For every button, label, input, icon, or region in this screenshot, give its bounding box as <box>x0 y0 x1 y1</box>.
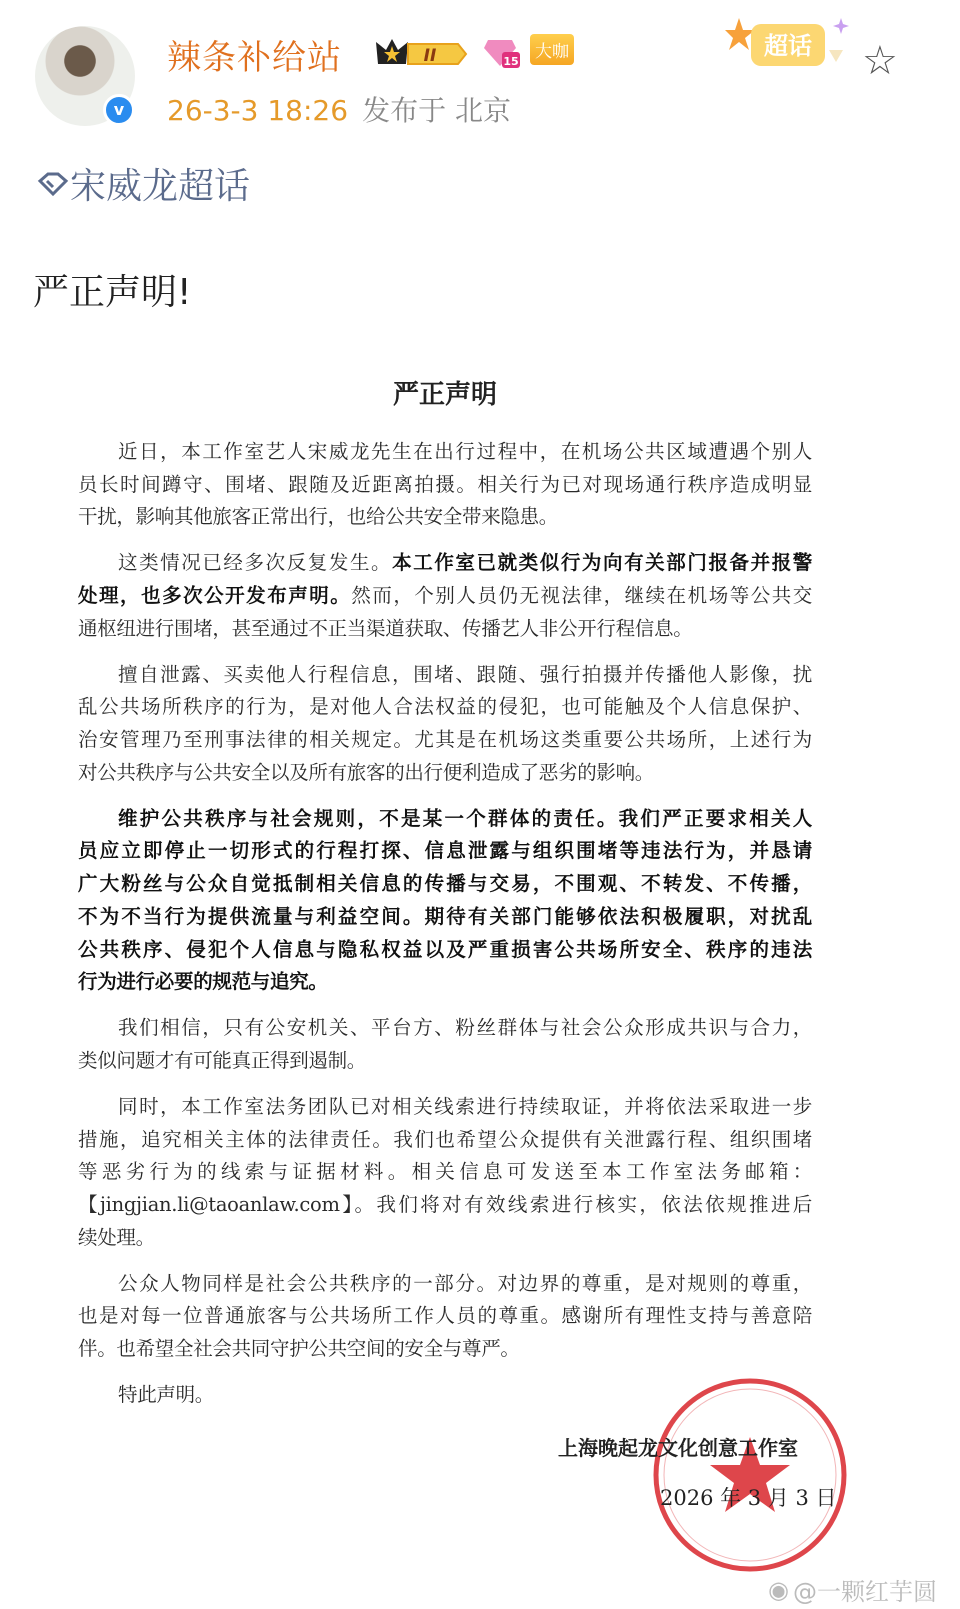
document-line <box>78 1045 812 1078</box>
document-line <box>78 1333 812 1366</box>
post-date: 26-3-3 18:26 <box>167 94 349 127</box>
text-segment: 【jingjian.li@taoanlaw.com】。我们将对有效线索进行核实，依法依规推进后 <box>78 1192 812 1216</box>
bold-text: 维护公共秩序与社会规则，不是某一个群体的责任。我们严正要求相关人 <box>118 806 812 830</box>
text-segment: 治安管理乃至刑事法律的相关规定。尤其是在机场这类重要公共场所，上述行为 <box>78 728 812 752</box>
fan-level-text: 15 <box>503 55 519 68</box>
document-line <box>78 659 812 692</box>
document-line <box>78 1189 812 1222</box>
text-segment: 也是对每一位普通旅客与公共场所工作人员的尊重。感谢所有理性支持与善意陪 <box>78 1304 812 1328</box>
document-line <box>78 868 812 901</box>
document-line <box>78 1222 812 1255</box>
author-name[interactable]: 辣条补给站 <box>167 38 342 78</box>
document-paragraph <box>78 1268 812 1366</box>
text-segment: 措施，追究相关主体的法律责任。我们也希望公众提供有关泄露行程、组织围堵 <box>78 1127 812 1151</box>
verified-icon: v <box>103 94 135 126</box>
document-line <box>78 724 812 757</box>
document-line <box>78 1156 812 1189</box>
text-segment: 等恶劣行为的线索与证据材料。相关信息可发送至本工作室法务邮箱： <box>78 1160 812 1184</box>
document-paragraph <box>78 1012 812 1077</box>
document-line <box>78 757 812 790</box>
text-segment: 同时，本工作室法务团队已对相关线索进行持续取证，并将依法采取进一步 <box>118 1094 812 1118</box>
post-meta <box>167 89 511 129</box>
text-segment: 近日，本工作室艺人宋威龙先生在出行过程中，在机场公共区域遭遇个别人 <box>118 440 812 463</box>
topic-name: 宋威龙超话 <box>70 166 251 207</box>
bold-text: 广大粉丝与公众自觉抵制相关信息的传播与交易，不围观、不转发、不传播， <box>78 872 812 896</box>
text-segment: 员长时间蹲守、围堵、跟随及近距离拍摄。相关行为已对现场通行秩序造成明显 <box>78 472 812 496</box>
document-line <box>78 1268 812 1301</box>
post-text: 严正声明! <box>33 272 192 313</box>
document-paragraph <box>78 1091 812 1254</box>
document-line <box>78 580 812 613</box>
document-paragraph <box>78 547 812 645</box>
text-segment: 续处理。 <box>78 1225 155 1249</box>
document-line <box>78 966 812 999</box>
document-line <box>78 803 812 836</box>
favorite-star-icon[interactable]: ☆ <box>862 38 898 84</box>
super-topic-diamond-icon <box>36 171 70 197</box>
document-line <box>78 835 812 868</box>
document-title: 严正声明 <box>392 380 497 410</box>
text-segment: 对公共秩序与公共安全以及所有旅客的出行便利造成了恶劣的影响。 <box>78 760 655 784</box>
document-paragraph <box>78 436 812 534</box>
text-segment: 然而，个别人员仍无视法律，继续在机场等公共交 <box>351 584 812 608</box>
vip-badge: 大咖 <box>530 34 574 65</box>
topic-link[interactable] <box>36 158 250 209</box>
bold-text: 员应立即停止一切形式的行程打探、信息泄露与组织围堵等违法行为，并恳请 <box>78 839 812 863</box>
text-segment: 特此声明。 <box>118 1382 215 1406</box>
document-line <box>78 547 812 580</box>
text-segment: 擅自泄露、买卖他人行程信息，围堵、跟随、强行拍摄并传播他人影像，扰 <box>118 662 812 686</box>
bold-text: 行为进行必要的规范与追究。 <box>78 970 328 994</box>
weibo-watermark <box>768 1572 937 1607</box>
document-date: 2026 年 3 月 3 日 <box>660 1486 837 1510</box>
text-segment: 干扰，影响其他旅客正常出行，也给公共安全带来隐患。 <box>78 505 559 529</box>
document-line <box>78 436 812 469</box>
bold-text: 不为不当行为提供流量与利益空间。期待有关部门能够依法积极履职，对扰乱 <box>78 904 812 928</box>
document-paragraph <box>78 803 812 999</box>
text-segment: 类似问题才有可能真正得到遏制。 <box>78 1048 367 1072</box>
text-segment: 我们相信，只有公安机关、平台方、粉丝群体与社会公众形成共识与合力， <box>118 1016 812 1040</box>
document-line <box>78 501 812 534</box>
document-line <box>78 469 812 502</box>
bold-text: 公共秩序、侵犯个人信息与隐私权益以及严重损害公共场所安全、秩序的违法 <box>78 937 812 961</box>
bold-text: 本工作室已就类似行为向有关部门报备并报警 <box>392 551 812 575</box>
weibo-logo-icon: ◉ <box>768 1575 789 1604</box>
level-badge-text: II <box>423 46 437 66</box>
crown-level-badge-icon <box>374 36 470 70</box>
official-seal <box>650 1375 850 1575</box>
super-topic-badge-text: 超话 <box>764 32 812 60</box>
document-line <box>78 1012 812 1045</box>
post-location: 发布于 北京 <box>362 94 511 127</box>
text-segment: 乱公共场所秩序的行为，是对他人合法权益的侵犯，也可能触及个人信息保护、 <box>78 695 812 719</box>
document-line <box>78 691 812 724</box>
fan-level-badge <box>484 36 520 70</box>
text-segment: 公众人物同样是社会公共秩序的一部分。对边界的尊重，是对规则的尊重， <box>118 1271 812 1295</box>
document-line <box>78 613 812 646</box>
bold-text: 处理，也多次公开发布声明。 <box>78 584 352 608</box>
super-topic-badge[interactable] <box>725 16 850 76</box>
document-paragraph <box>78 659 812 790</box>
text-segment: 通枢纽进行围堵，甚至通过不正当渠道获取、传播艺人非公开行程信息。 <box>78 616 693 640</box>
text-segment: 伴。也希望全社会共同守护公共空间的安全与尊严。 <box>78 1336 520 1360</box>
document-line <box>78 1300 812 1333</box>
document-line <box>78 1124 812 1157</box>
document-signature: 上海晚起龙文化创意工作室 <box>558 1436 798 1460</box>
watermark-text: @一颗红芋圆 <box>792 1578 937 1606</box>
document-line <box>78 1091 812 1124</box>
document-body <box>78 436 812 1425</box>
document-line <box>78 934 812 967</box>
document-line <box>78 901 812 934</box>
text-segment: 这类情况已经多次反复发生。 <box>118 551 393 575</box>
